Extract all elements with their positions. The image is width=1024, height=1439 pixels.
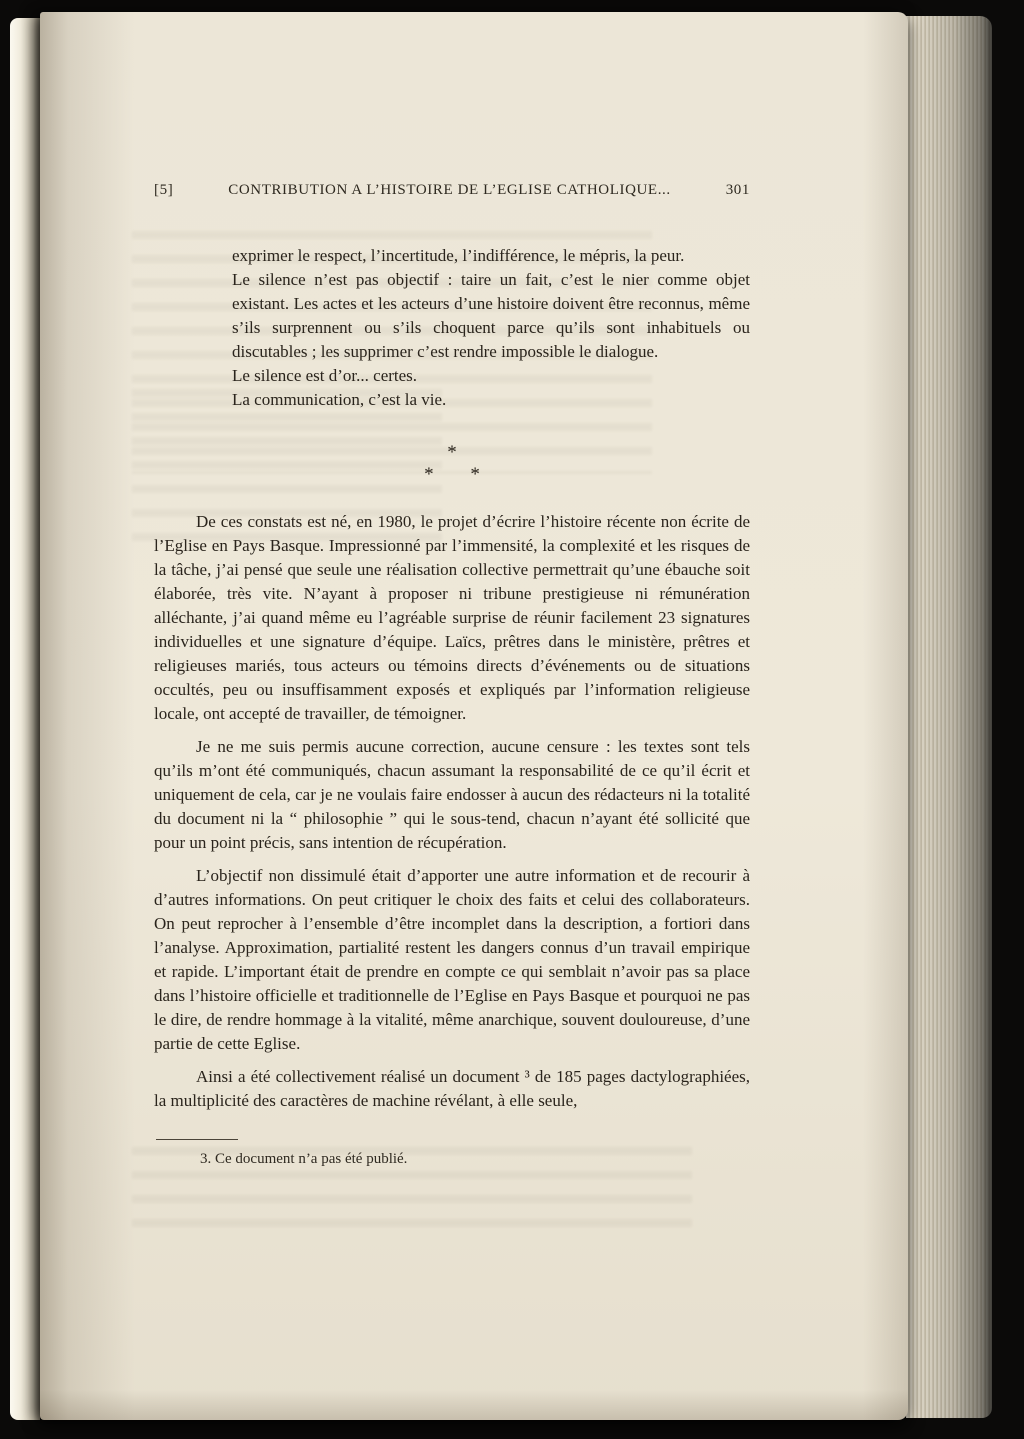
footnote	[154, 1139, 750, 1169]
book-page	[40, 12, 908, 1420]
asterisk-separator	[154, 442, 750, 486]
asterisk-row	[154, 464, 750, 486]
footnote-rule	[156, 1139, 238, 1140]
body-paragraph: De ces constats est né, en 1980, le projet d’écrire l’histoire récente non écrite de l’Eglise en Pays Basque. Impressionné par l’immensité, la complexité et les risques de la tâche, j’ai pensé que seule une réalisation collective permettrait qu’une ébauche soit élaborée, très vite. N’ayant à proposer ni tribune prestigieuse ni rémunération alléchante, j’ai quand même eu l’agréable surprise de réunir facilement 23 signatures individuelles et une signature d’équipe. Laïcs, prêtres dans le ministère, prêtres et religieuses mariés, tous acteurs ou témoins directs d’événements ou de situations occultés, peu ou insuffisamment exposés et expliqués par l’information religieuse locale, ont accepté de travailler, de témoigner.	[154, 512, 750, 723]
page-header	[154, 178, 750, 202]
header-page-number: 301	[725, 182, 750, 198]
asterisk-top: *	[447, 442, 457, 463]
quote-paragraph: exprimer le respect, l’incertitude, l’indifférence, le mépris, la peur.	[232, 246, 685, 265]
page-stack-edge	[906, 16, 992, 1418]
header-title: CONTRIBUTION A L’HISTOIRE DE L’EGLISE CATHOLIQUE...	[228, 182, 671, 198]
header-section-number: [5]	[154, 182, 174, 198]
asterisk-left: *	[424, 464, 434, 485]
body-paragraph: L’objectif non dissimulé était d’apporter une autre information et de recourir à d’autres informations. On peut critiquer le choix des faits et celui des collaborateurs. On peut reprocher à l’ensemble d’être incomplet dans la description, a fortiori dans l’analyse. Approximation, partialité restent les dangers connus d’un travail empirique et rapide. L’important était de prendre en compte ce qui semblait n’avoir pas sa place dans l’histoire officielle et traditionnelle de l’Eglise en Pays Basque et pourquoi ne pas le dire, de rendre hommage à la vitalité, même anarchique, souvent douloureuse, d’une partie de cette Eglise.	[154, 866, 750, 1053]
page-content	[154, 178, 750, 1169]
quote-paragraph: La communication, c’est la vie.	[232, 390, 447, 409]
quote-paragraph: Le silence n’est pas objectif : taire un fait, c’est le nier comme objet existant. Les actes et les acteurs d’une histoire doivent être reconnus, même s’ils surprennent ou s’ils choquent parce qu’ils sont inhabituels ou discutables ; les supprimer c’est rendre impossible le dialogue.	[232, 270, 750, 361]
footnote-text: 3. Ce document n’a pas été publié.	[200, 1151, 408, 1167]
body-paragraph: Je ne me suis permis aucune correction, aucune censure : les textes sont tels qu’ils m’ont été communiqués, chacun assumant la responsabilité de ce qu’il écrit et uniquement de cela, car je ne voulais faire endosser à aucun des rédacteurs ni la totalité du document ni la “ philosophie ” qui le sous-tend, chacun n’ayant été sollicité que pour un point précis, sans intention de récupération.	[154, 737, 750, 852]
facing-page-edge	[10, 18, 40, 1420]
asterisk-right: *	[470, 464, 480, 485]
quote-block	[232, 244, 750, 412]
body-paragraph: Ainsi a été collectivement réalisé un document ³ de 185 pages dactylographiées, la multiplicité des caractères de machine révélant, à elle seule,	[154, 1067, 750, 1110]
quote-paragraph: Le silence est d’or... certes.	[232, 366, 418, 385]
